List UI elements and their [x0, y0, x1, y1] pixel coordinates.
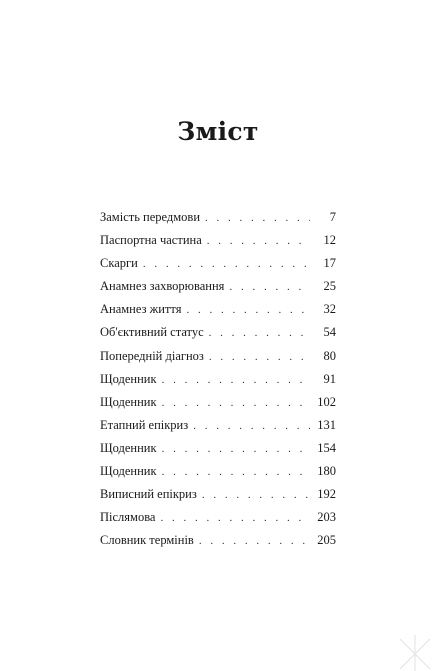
toc-entry-page: 180 — [317, 464, 336, 479]
toc-leader-dots — [162, 374, 310, 386]
toc-entry-label: Паспортна частина — [100, 233, 202, 248]
toc-entry — [100, 256, 336, 279]
toc-entry — [100, 510, 336, 533]
toc-leader-dots — [162, 397, 310, 409]
toc-leader-dots — [229, 281, 310, 293]
toc-entry — [100, 464, 336, 487]
toc-entry-label: Щоденник — [100, 394, 157, 409]
toc-entry-page: 17 — [323, 256, 336, 271]
toc-entry-page: 80 — [323, 348, 336, 363]
toc-leader-dots — [209, 327, 310, 339]
toc-entry-page: 7 — [329, 210, 336, 224]
toc-entry-page: 102 — [317, 394, 336, 409]
toc-entry-page: 192 — [317, 487, 336, 502]
toc-entry-page: 131 — [317, 417, 336, 432]
toc-entry — [100, 233, 336, 256]
toc-leader-dots — [143, 258, 310, 270]
toc-leader-dots — [193, 420, 310, 432]
toc-leader-dots — [202, 489, 310, 501]
toc-entry-label: Замість передмови — [100, 210, 201, 224]
page-title: Зміст — [177, 116, 259, 146]
toc-entry-label: Анамнез життя — [100, 302, 182, 317]
toc-entry-page: 32 — [323, 302, 336, 317]
toc-entry — [100, 349, 336, 372]
toc-entry-page: 154 — [317, 440, 336, 455]
toc-entry — [100, 372, 336, 395]
toc-entry-label: Об'єктивний статус — [100, 325, 204, 340]
toc-entry-label: Словник термінів — [100, 533, 194, 548]
table-of-contents — [100, 210, 336, 556]
toc-entry-label: Виписний епікриз — [100, 487, 197, 502]
toc-entry-page: 25 — [323, 279, 336, 294]
toc-leader-dots — [162, 443, 310, 455]
toc-entry — [100, 533, 336, 556]
toc-leader-dots — [160, 512, 310, 524]
toc-entry — [100, 441, 336, 464]
toc-entry-page: 91 — [323, 371, 336, 386]
toc-entry-label: Попередній діагноз — [100, 348, 204, 363]
toc-entry — [100, 279, 336, 302]
toc-entry-label: Скарги — [100, 256, 138, 271]
toc-entry-label: Щоденник — [100, 464, 157, 479]
toc-entry-label: Етапний епікриз — [100, 417, 189, 432]
toc-entry — [100, 325, 336, 348]
toc-entry-label: Щоденник — [100, 440, 157, 455]
toc-entry-label: Щоденник — [100, 371, 157, 386]
toc-entry-label: Післямова — [100, 510, 156, 525]
toc-entry-page: 12 — [323, 233, 336, 248]
toc-entry-label: Анамнез захворювання — [100, 279, 225, 294]
toc-leader-dots — [162, 466, 310, 478]
toc-entry-page: 203 — [317, 510, 336, 525]
toc-entry — [100, 418, 336, 441]
toc-entry — [100, 210, 336, 233]
toc-leader-dots — [209, 351, 310, 363]
toc-entry — [100, 302, 336, 325]
toc-entry — [100, 487, 336, 510]
toc-leader-dots — [207, 235, 310, 247]
toc-entry-page: 205 — [317, 533, 336, 548]
toc-entry-page: 54 — [323, 325, 336, 340]
toc-leader-dots — [205, 212, 310, 224]
toc-leader-dots — [199, 535, 310, 547]
corner-watermark-icon — [394, 633, 436, 671]
toc-entry — [100, 395, 336, 418]
toc-leader-dots — [186, 304, 310, 316]
